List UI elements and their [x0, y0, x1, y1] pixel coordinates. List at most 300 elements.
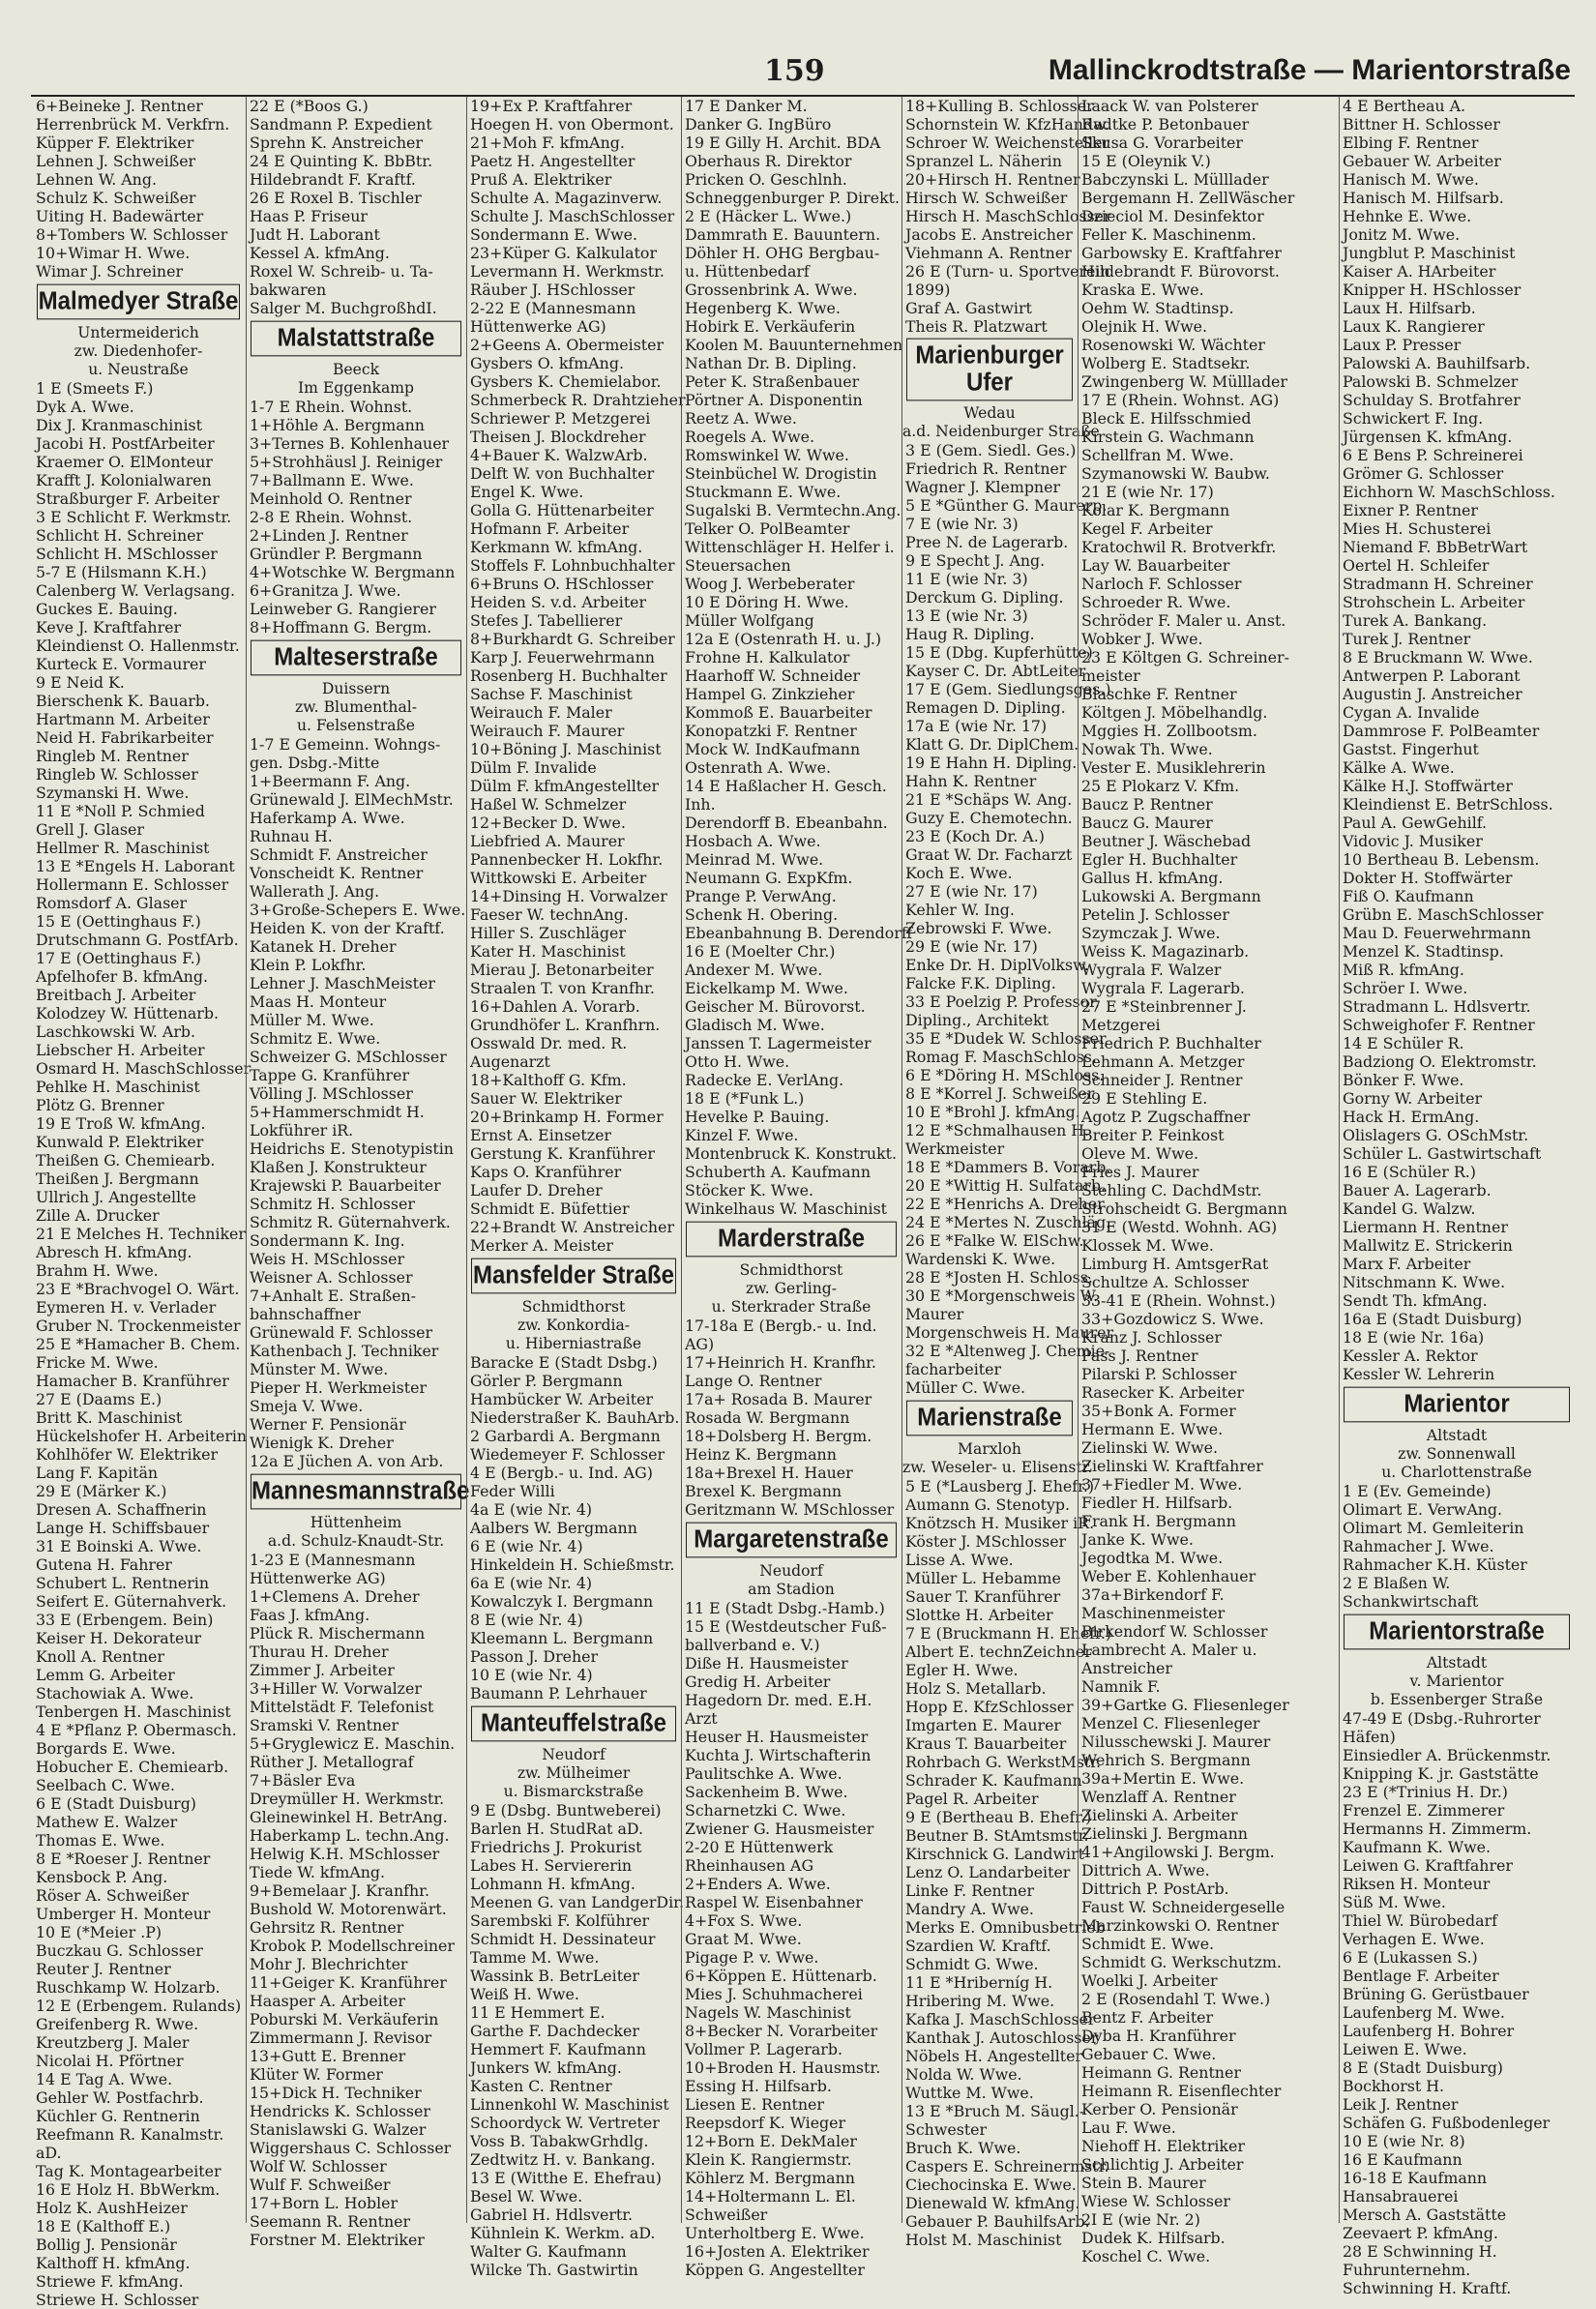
directory-entry: Lehnen W. Ang.: [36, 170, 157, 189]
directory-entry: Paetz H. Angestellter: [470, 152, 635, 170]
street-heading: Mansfelder Straße: [471, 1258, 676, 1294]
directory-entry: Prange P. VerwAng.: [685, 887, 837, 905]
directory-entry: Frohne H. Kalkulator: [685, 648, 850, 666]
directory-entry: 21+Moh F. kfmAng.: [470, 133, 625, 152]
directory-entry: Forstner M. Elektriker: [250, 2231, 425, 2249]
directory-entry: Pigage P. v. Wwe.: [685, 1948, 819, 1967]
directory-entry: Marzinkowski O. Rentner: [1081, 1916, 1279, 1935]
street-location: Neudorf: [759, 1562, 823, 1580]
directory-entry: 4 E (Bergb.- u. Ind. AG): [470, 1464, 653, 1482]
directory-entry: Werkmeister: [905, 1140, 1005, 1158]
directory-entry: Enke Dr. H. DiplVolksw.: [905, 956, 1089, 974]
directory-entry: 25 E Plokarz V. Kfm.: [1081, 777, 1240, 795]
directory-entry: Stein B. Maurer: [1081, 2174, 1206, 2192]
directory-entry: Rosenowski W. Wächter: [1081, 336, 1265, 354]
directory-entry: Nolda W. Wwe.: [905, 2065, 1022, 2084]
directory-entry: Kleindienst E. BetrSchloss.: [1343, 795, 1553, 814]
directory-entry: Sondermann K. Ing.: [250, 1231, 405, 1250]
directory-entry: Gysbers K. Chemielabor.: [470, 372, 662, 391]
directory-entry: Kranz J. Schlosser: [1081, 1328, 1222, 1347]
directory-entry: 23 E Költgen G. Schreiner-: [1081, 648, 1289, 666]
directory-entry: 28 E *Josten H. Schloss.: [905, 1268, 1093, 1287]
directory-entry: 9 E Neid K.: [36, 673, 125, 692]
directory-entry: Barlen H. StudRat aD.: [470, 1820, 644, 1838]
directory-entry: 29 E (Märker K.): [36, 1482, 167, 1500]
directory-entry: Essing H. Hilfsarb.: [685, 2077, 832, 2095]
directory-entry: 17-18a E (Bergb.- u. Ind.: [685, 1317, 877, 1335]
street-location: Altstadt: [1426, 1427, 1488, 1444]
directory-entry: Kälke H.J. Stoffwärter: [1343, 777, 1513, 795]
directory-entry: Ciechocinska E. Wwe.: [905, 2176, 1077, 2194]
directory-entry: Gleinewinkel H. BetrAng.: [250, 1808, 448, 1826]
directory-entry: Haberkamp L. techn.Ang.: [250, 1826, 450, 1845]
directory-entry: Reetz A. Wwe.: [685, 409, 797, 428]
directory-entry: Küchler G. Rentnerin: [36, 2107, 200, 2125]
directory-entry: Wiese W. Schlosser: [1081, 2192, 1230, 2210]
directory-entry: Haferkamp A. Wwe.: [250, 809, 405, 827]
directory-entry: Tenbergen H. Maschinist: [36, 1702, 231, 1721]
directory-entry: Kleindienst O. Hallenmstr.: [36, 636, 240, 655]
street-location: Duissern: [321, 680, 391, 697]
directory-entry: Kraemer O. ElMonteur: [36, 453, 213, 471]
directory-entry: Schlicht H. Schreiner: [36, 526, 204, 545]
directory-entry: Mandry A. Wwe.: [905, 1900, 1034, 1918]
directory-entry: Hermanns H. Zimmerm.: [1343, 1820, 1532, 1838]
directory-entry: Lang F. Kapitän: [36, 1464, 159, 1482]
directory-entry: Müller C. Wwe.: [905, 1378, 1026, 1397]
directory-entry: 33 E Poelzig P. Professor,: [905, 992, 1101, 1011]
directory-entry: 1 E (Smeets F.): [36, 379, 154, 398]
directory-entry: Faeser W. technAng.: [470, 905, 629, 924]
directory-entry: 12a E (Ostenrath H. u. J.): [685, 630, 882, 648]
directory-entry: Kolodzey W. Hüttenarb.: [36, 1004, 219, 1022]
directory-entry: Keiser H. Dekorateur: [36, 1629, 202, 1647]
directory-entry: Räuber J. HSchlosser: [470, 281, 635, 299]
directory-entry: Szymanski H. Wwe.: [36, 784, 190, 802]
directory-entry: Haas P. Friseur: [250, 207, 368, 225]
street-heading: Marientor: [1344, 1387, 1570, 1423]
directory-entry: Woog J. Werbeberater: [685, 575, 855, 593]
directory-entry: Wolf W. Schlosser: [250, 2157, 387, 2176]
directory-entry: Zille A. Drucker: [36, 1206, 160, 1225]
directory-entry: Nowak Th. Wwe.: [1081, 740, 1213, 758]
directory-entry: Schroeder R. Wwe.: [1081, 593, 1231, 611]
directory-entry: Wiedemeyer F. Schlosser: [470, 1445, 665, 1464]
directory-entry: Oberhaus R. Direktor: [685, 152, 852, 170]
directory-entry: 2-22 E (Mannesmann: [470, 299, 636, 317]
directory-entry: 6 E *Döring H. MSchloss.: [905, 1066, 1105, 1084]
directory-entry: 12 E (Erbengem. Rulands): [36, 1997, 242, 2015]
directory-entry: Kerber O. Pensionär: [1081, 2100, 1238, 2118]
directory-entry: Kirstein G. Wachmann: [1081, 428, 1255, 446]
directory-entry: Vollmer P. Lagerarb.: [685, 2040, 842, 2058]
directory-entry: Baracke E (Stadt Dsbg.): [470, 1353, 658, 1372]
directory-entry: Skusa G. Vorarbeiter: [1081, 133, 1243, 152]
directory-entry: Haarhoff W. Schneider: [685, 666, 861, 685]
directory-entry: Schriewer P. Metzgerei: [470, 409, 651, 428]
directory-entry: 1 E (Ev. Gemeinde): [1343, 1482, 1492, 1500]
street-location: zw. Sonnenwall: [1398, 1445, 1516, 1463]
street-location: Wedau: [963, 404, 1016, 422]
directory-entry: Heiden K. von der Kraftf.: [250, 919, 445, 937]
directory-entry: Theißen G. Chemiearb.: [36, 1151, 216, 1169]
directory-entry: Rheinhausen AG: [685, 1856, 814, 1875]
directory-entry: Wallerath J. Ang.: [250, 882, 380, 901]
street-heading: Marderstraße: [686, 1222, 897, 1258]
directory-entry: 8 E Bruckmann W. Wwe.: [1343, 648, 1533, 666]
directory-entry: 5+Strohhäusl J. Reiniger: [250, 453, 443, 471]
directory-entry: Gallus H. kfmAng.: [1081, 869, 1224, 887]
directory-entry: Laufer D. Dreher: [470, 1181, 603, 1199]
column-4: [681, 97, 913, 2279]
directory-entry: facharbeiter: [905, 1360, 1002, 1378]
directory-entry: Oehm W. Stadtinsp.: [1081, 299, 1234, 317]
directory-entry: Egler H. Wwe.: [905, 1661, 1019, 1679]
directory-entry: Konopatzki F. Rentner: [685, 722, 857, 740]
directory-entry: Sandmann P. Expedient: [250, 115, 432, 133]
directory-entry: Bittner H. Schlosser: [1343, 115, 1500, 133]
street-heading: Manteuffelstraße: [471, 1706, 676, 1742]
directory-entry: 18a+Brexel H. Hauer: [685, 1464, 853, 1482]
directory-entry: Laux K. Rangierer: [1343, 317, 1485, 336]
directory-entry: Inh.: [685, 795, 716, 814]
directory-entry: 18 E (*Funk L.): [685, 1089, 805, 1108]
directory-entry: Stradmann L. Hdlsvertr.: [1343, 997, 1531, 1016]
directory-entry: Wittkowski E. Arbeiter: [470, 869, 647, 887]
directory-entry: Friedrich R. Rentner: [905, 459, 1067, 478]
directory-entry: 6a E (wie Nr. 4): [470, 1574, 593, 1592]
directory-entry: Pagel R. Arbeiter: [905, 1790, 1039, 1808]
directory-entry: Geischer M. Bürovorst.: [685, 997, 866, 1016]
directory-entry: Marx F. Arbeiter: [1343, 1255, 1471, 1273]
directory-entry: Schrader K. Kaufmann: [905, 1771, 1082, 1790]
directory-entry: Lau F. Wwe.: [1081, 2118, 1176, 2137]
directory-entry: Dyba H. Kranführer: [1081, 2027, 1236, 2045]
directory-entry: Schlichtig J. Arbeiter: [1081, 2155, 1244, 2174]
directory-entry: 27 E *Steinbrenner J.: [1081, 997, 1247, 1016]
directory-entry: Friedrich P. Buchhalter: [1081, 1034, 1261, 1052]
directory-entry: 8 E (Stadt Duisburg): [1343, 2058, 1503, 2077]
directory-entry: Schmidt G. Wwe.: [905, 1955, 1039, 1973]
directory-entry: Gladisch M. Wwe.: [685, 1016, 825, 1034]
directory-entry: 10 E (*Meier .P): [36, 1923, 163, 1941]
directory-entry: Schmitz H. Schlosser: [250, 1195, 415, 1213]
directory-entry: Holz K. AushHeizer: [36, 2199, 188, 2217]
directory-entry: Wardenski K. Wwe.: [905, 1250, 1056, 1268]
directory-entry: 8 E *Roeser J. Rentner: [36, 1850, 211, 1868]
directory-entry: 18 E (wie Nr. 16a): [1343, 1328, 1485, 1347]
directory-entry: 13+Gutt E. Brenner: [250, 2047, 406, 2065]
directory-entry: Eickelkamp M. Wwe.: [685, 979, 848, 997]
directory-entry: Greifenberg R. Wwe.: [36, 2015, 199, 2033]
directory-entry: Woelki J. Arbeiter: [1081, 1971, 1218, 1990]
directory-entry: 2 E (Häcker L. Wwe.): [685, 207, 852, 225]
directory-entry: 4a E (wie Nr. 4): [470, 1500, 593, 1519]
directory-entry: Egler H. Buchhalter: [1081, 850, 1238, 869]
directory-entry: 13 E *Engels H. Laborant: [36, 857, 235, 875]
directory-entry: Grünewald J. ElMechMstr.: [250, 790, 454, 809]
directory-entry: 4 E Bertheau A.: [1343, 97, 1466, 115]
directory-entry: Pannenbecker H. Lokfhr.: [470, 850, 664, 869]
directory-entry: Dammrath E. Bauuntern.: [685, 225, 881, 244]
directory-entry: 4+Fox S. Wwe.: [685, 1911, 803, 1930]
directory-entry: 23 E *Brachvogel O. Wärt.: [36, 1280, 240, 1298]
directory-entry: 29 E (wie Nr. 17): [905, 937, 1038, 956]
directory-entry: Uiting H. Badewärter: [36, 207, 204, 225]
directory-entry: Sprehn K. Anstreicher: [250, 133, 423, 152]
directory-entry: 7+Anhalt E. Straßen-: [250, 1287, 417, 1305]
directory-entry: Janssen T. Lagermeister: [685, 1034, 872, 1052]
directory-entry: 18 E *Dammers B. Vorarb.: [905, 1158, 1111, 1176]
directory-entry: Kayser C. Dr. AbtLeiter: [905, 662, 1086, 680]
directory-entry: 23+Küper G. Kalkulator: [470, 244, 657, 262]
directory-entry: Hüttenwerke AG): [470, 317, 606, 336]
directory-entry: Augustin J. Anstreicher: [1343, 685, 1522, 703]
running-head: Mallinckrodtstraße — Marientorstraße: [1048, 54, 1571, 86]
directory-entry: Szardien W. Kraftf.: [905, 1937, 1051, 1955]
directory-entry: Heiden S. v.d. Arbeiter: [470, 593, 647, 611]
directory-entry: Schweißer: [685, 2205, 768, 2224]
directory-entry: Zielinski A. Arbeiter: [1081, 1806, 1238, 1824]
directory-entry: 10 E (wie Nr. 4): [470, 1666, 593, 1684]
directory-entry: Bentlage F. Arbeiter: [1343, 1967, 1499, 1985]
directory-entry: Apfelhofer B. kfmAng.: [36, 967, 208, 986]
directory-entry: Mallwitz E. Strickerin: [1343, 1236, 1513, 1255]
street-location: zw. Konkordia-: [517, 1317, 631, 1334]
directory-entry: Heidrichs E. Stenotypistin: [250, 1140, 454, 1158]
directory-entry: 11+Geiger K. Kranführer: [250, 1973, 447, 1992]
directory-entry: Theisen J. Blockdreher: [470, 428, 646, 446]
page-header: [0, 39, 1596, 87]
directory-entry: Pricken O. Geschlnh.: [685, 170, 847, 189]
street-heading: Malmedyer Straße: [37, 284, 240, 320]
directory-entry: 8 E (wie Nr. 4): [470, 1611, 583, 1629]
directory-entry: 6+Bruns O. HSchlosser: [470, 575, 654, 593]
street-location: Im Eggenkamp: [297, 379, 415, 397]
street-location: Schmidthorst: [521, 1298, 626, 1316]
directory-entry: Antwerpen P. Laborant: [1343, 666, 1521, 685]
directory-entry: Ringleb M. Rentner: [36, 747, 189, 765]
directory-entry: 5 E (*Lausberg J. Ehefr.): [905, 1477, 1095, 1495]
directory-entry: Thomas E. Wwe.: [36, 1831, 165, 1850]
directory-entry: Straßburger F. Arbeiter: [36, 489, 220, 508]
directory-entry: Mock W. IndKaufmann: [685, 740, 861, 758]
directory-entry: Danker G. IngBüro: [685, 115, 832, 133]
directory-entry: Hendricks K. Schlosser: [250, 2102, 430, 2120]
directory-entry: Merker A. Meister: [470, 1236, 613, 1255]
directory-entry: Grömer G. Schlosser: [1343, 464, 1504, 483]
directory-entry: Schwester: [905, 2120, 988, 2139]
directory-entry: Dipling., Architekt: [905, 1011, 1049, 1029]
directory-entry: Namnik F.: [1081, 1677, 1161, 1696]
directory-entry: Paulitschke A. Wwe.: [685, 1764, 842, 1783]
directory-entry: Palowski B. Schmelzer: [1343, 372, 1519, 391]
directory-entry: 33+Gozdowicz S. Wwe.: [1081, 1310, 1264, 1328]
directory-entry: 3+Ternes B. Kohlenhauer: [250, 434, 450, 453]
directory-entry: Hellmer R. Maschinist: [36, 839, 210, 857]
directory-entry: Kraus T. Bauarbeiter: [905, 1734, 1067, 1753]
street-location: Beeck: [332, 361, 380, 378]
directory-entry: Peter K. Straßenbauer: [685, 372, 860, 391]
street-location: am Stadion: [748, 1581, 835, 1598]
directory-entry: Pilarski P. Schlosser: [1081, 1365, 1237, 1383]
directory-entry: Szymanowski W. Baubw.: [1081, 464, 1270, 483]
directory-entry: Zielinski J. Bergmann: [1081, 1824, 1248, 1843]
directory-entry: Guzy E. Chemotechn.: [905, 809, 1073, 827]
directory-entry: 31 E (Westd. Wohnh. AG): [1081, 1218, 1278, 1236]
directory-entry: Schmidt H. Dessinateur: [470, 1930, 656, 1948]
directory-entry: 10 E Döring H. Wwe.: [685, 593, 849, 611]
directory-entry: 16+Josten A. Elektriker: [685, 2242, 870, 2261]
directory-entry: Seelbach C. Wwe.: [36, 1776, 175, 1794]
street-location: Untermeiderich: [77, 324, 199, 341]
directory-entry: Herrenbrück M. Verkfrn.: [36, 115, 230, 133]
directory-entry: Meenen G. van LandgerDir.: [470, 1893, 684, 1911]
directory-entry: Hampel G. Zinkzieher: [685, 685, 855, 703]
directory-entry: Dokter H. Stoffwärter: [1343, 869, 1513, 887]
directory-entry: Maurer: [905, 1305, 964, 1323]
directory-entry: Schmitz E. Wwe.: [250, 1029, 381, 1048]
directory-entry: Kühnlein K. Werkm. aD.: [470, 2224, 656, 2242]
directory-entry: Nilusschewski J. Maurer: [1081, 1732, 1271, 1751]
directory-entry: 17 E (Rhein. Wohnst. AG): [1081, 391, 1280, 409]
directory-entry: Plück R. Mischermann: [250, 1624, 426, 1643]
directory-entry: Jungblut P. Maschinist: [1343, 244, 1516, 262]
directory-entry: Niederstraßer K. BauhArb.: [470, 1408, 680, 1427]
directory-entry: Karp J. Feuerwehrmann: [470, 648, 655, 666]
street-heading: Marienstraße: [906, 1401, 1073, 1436]
directory-entry: 8 E *Korrel J. Schweißer: [905, 1084, 1095, 1103]
directory-entry: Abresch H. kfmAng.: [36, 1243, 192, 1261]
directory-entry: Schüler L. Gastwirtschaft: [1343, 1144, 1542, 1163]
directory-entry: 14+Dinsing H. Vorwalzer: [470, 887, 667, 905]
directory-entry: Hegenberg K. Wwe.: [685, 299, 841, 317]
directory-entry: Koschel C. Wwe.: [1081, 2247, 1211, 2265]
directory-entry: Sachse F. Maschinist: [470, 685, 633, 703]
street-location: u. Hiberniastraße: [505, 1335, 642, 1352]
directory-entry: Köhlerz M. Bergmann: [685, 2169, 855, 2187]
street-location: u. Sterkrader Straße: [711, 1298, 872, 1316]
directory-entry: 41+Angilowski J. Bergm.: [1081, 1843, 1275, 1861]
directory-entry: Janke K. Wwe.: [1081, 1530, 1194, 1549]
directory-entry: Guckes E. Bauing.: [36, 600, 178, 618]
directory-entry: Neid H. Fabrikarbeiter: [36, 728, 214, 747]
directory-entry: Spranzel L. Näherin: [905, 152, 1062, 170]
directory-entry: Koolen M. Bauunternehmen: [685, 336, 903, 354]
directory-entry: Turek A. Bankang.: [1343, 611, 1488, 630]
directory-entry: 18+Kulling B. Schlosser: [905, 97, 1094, 115]
directory-entry: Gabriel H. Hdlsvertr.: [470, 2205, 634, 2224]
directory-entry: Telker O. PolBeamter: [685, 519, 850, 538]
directory-entry: 27 E (wie Nr. 17): [905, 882, 1038, 901]
directory-entry: Beutner B. StAmtsmstr.: [905, 1826, 1089, 1845]
directory-entry: Schmidt G. Werkschutzm.: [1081, 1953, 1282, 1971]
directory-entry: Metzgerei: [1081, 1016, 1161, 1034]
directory-entry: 4+Wotschke W. Bergmann: [250, 563, 456, 581]
directory-entry: Zedtwitz H. v. Bankang.: [470, 2150, 656, 2169]
directory-entry: Baucz P. Rentner: [1081, 795, 1213, 814]
directory-entry: Kegel F. Arbeiter: [1081, 519, 1213, 538]
directory-entry: 1-7 E Gemeinn. Wohngs-: [250, 735, 441, 754]
directory-entry: 16 E (Moelter Chr.): [685, 942, 836, 961]
directory-entry: Wygrala F. Walzer: [1081, 961, 1222, 979]
street-location: Schmidthorst: [739, 1261, 843, 1279]
directory-entry: Niemand F. BbBetrWart: [1343, 538, 1528, 556]
directory-entry: Kessler A. Rektor: [1343, 1347, 1478, 1365]
directory-entry: Kunwald P. Elektriker: [36, 1133, 204, 1151]
directory-entry: Frank H. Bergmann: [1081, 1512, 1236, 1530]
directory-entry: Gebauer P. BauhilfsArb.: [905, 2212, 1090, 2231]
directory-entry: Kohlhöfer W. Elektriker: [36, 1445, 219, 1464]
directory-entry: Neumann G. ExpKfm.: [685, 869, 853, 887]
directory-entry: Graf A. Gastwirt: [905, 299, 1032, 317]
directory-entry: Schwinning H. Kraftf.: [1343, 2279, 1512, 2297]
directory-entry: 10+Broden H. Hausmstr.: [685, 2058, 881, 2077]
directory-entry: Bauer A. Lagerarb.: [1343, 1181, 1492, 1199]
street-heading: Margaretenstraße: [686, 1523, 897, 1558]
directory-entry: Hahn K. Rentner: [905, 772, 1037, 790]
directory-entry: 5+Gryglewicz E. Maschin.: [250, 1734, 456, 1753]
street-heading: Malstattstraße: [251, 321, 461, 357]
directory-entry: Gruber N. Trockenmeister: [36, 1317, 241, 1335]
directory-entry: Labes H. Serviererin: [470, 1856, 633, 1875]
directory-entry: Nitschmann K. Wwe.: [1343, 1273, 1506, 1291]
directory-entry: Zwingenberg W. Mülllader: [1081, 372, 1287, 391]
directory-entry: 2-8 E Rhein. Wohnst.: [250, 508, 413, 526]
directory-entry: 12+Becker D. Wwe.: [470, 814, 626, 832]
directory-entry: Roegels A. Wwe.: [685, 428, 814, 446]
directory-entry: 37a+Birkendorf F.: [1081, 1585, 1225, 1604]
directory-entry: Köppen G. Angestellter: [685, 2261, 865, 2279]
directory-entry: 6+Köppen E. Hüttenarb.: [685, 1967, 877, 1985]
directory-entry: Jacobi H. PostfArbeiter: [36, 434, 215, 453]
directory-entry: Hevelke P. Bauing.: [685, 1108, 830, 1126]
directory-entry: Reuter J. Rentner: [36, 1960, 171, 1978]
directory-entry: Lohmann H. kfmAng.: [470, 1875, 635, 1893]
directory-entry: Rasecker K. Arbeiter: [1081, 1383, 1245, 1402]
directory-entry: Bruch K. Wwe.: [905, 2139, 1021, 2157]
directory-entry: Kowalczyk I. Bergmann: [470, 1592, 654, 1611]
directory-entry: 22 E (*Boos G.): [250, 97, 369, 115]
directory-entry: Bockhorst H.: [1343, 2077, 1445, 2095]
directory-entry: 10 Bertheau B. Lebensm.: [1343, 850, 1540, 869]
directory-entry: Hribering M. Wwe.: [905, 1992, 1055, 2010]
street-location: Altstadt: [1426, 1654, 1488, 1672]
directory-entry: Roxel W. Schreib- u. Ta-: [250, 262, 433, 281]
directory-entry: 12 E *Schmalhausen H.: [905, 1121, 1090, 1140]
directory-entry: 10+Böning J. Maschinist: [470, 740, 662, 758]
directory-entry: Blaschke F. Rentner: [1081, 685, 1237, 703]
directory-entry: Klatt G. Dr. DiplChem.: [905, 735, 1079, 754]
directory-entry: 18+Kalthoff G. Kfm.: [470, 1071, 627, 1089]
directory-entry: 16 E (Schüler R.): [1343, 1163, 1476, 1181]
directory-entry: 16 E Kaufmann: [1343, 2150, 1463, 2169]
directory-entry: Leinweber G. Rangierer: [250, 600, 436, 618]
directory-entry: 8+Hoffmann G. Bergm.: [250, 618, 432, 636]
directory-entry: 19 E Hahn H. Dipling.: [905, 754, 1078, 772]
directory-entry: Hambücker W. Arbeiter: [470, 1390, 654, 1408]
directory-entry: Menzel C. Fliesenleger: [1081, 1714, 1260, 1732]
street-location: Neudorf: [542, 1746, 606, 1763]
directory-entry: Rahmacher J. Wwe.: [1343, 1537, 1494, 1555]
street-location: Hüttenheim: [310, 1514, 402, 1531]
street-location: zw. Diedenhofer-: [74, 342, 203, 360]
directory-entry: Süß M. Wwe.: [1343, 1893, 1446, 1911]
directory-entry: Wygrala F. Lagerarb.: [1081, 979, 1245, 997]
directory-entry: Gastst. Fingerhut: [1343, 740, 1479, 758]
directory-entry: Frenzel E. Zimmerer: [1343, 1801, 1505, 1820]
directory-entry: Slottke H. Arbeiter: [905, 1606, 1053, 1624]
